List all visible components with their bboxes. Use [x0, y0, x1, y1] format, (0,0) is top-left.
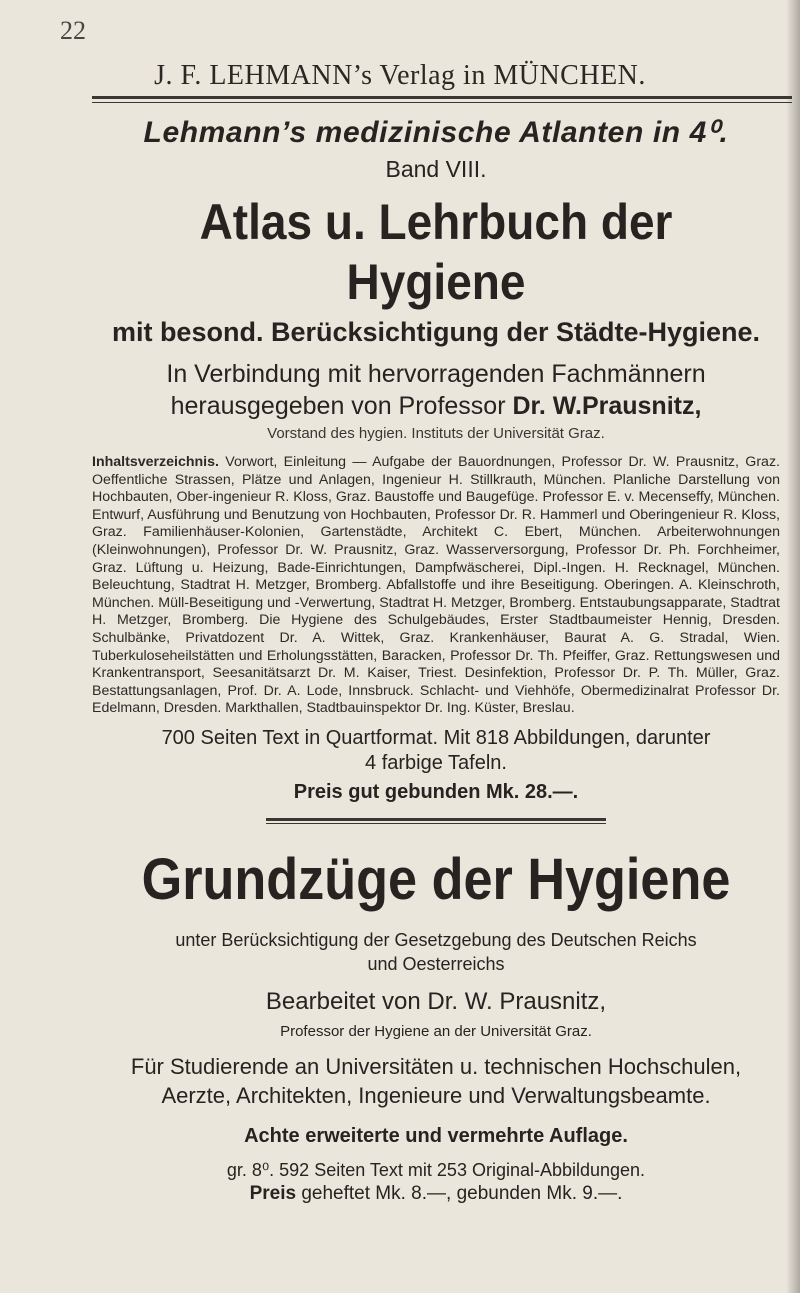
header-rule: [92, 96, 792, 99]
editor-line: [86, 390, 786, 422]
series-title: Lehmann’s medizinische Atlanten in 4⁰.: [143, 116, 729, 149]
book2-audience-line-1: Für Studierende an Universitäten u. technischen Hochschulen,: [130, 1053, 742, 1079]
book2-edition: Achte erweiterte und vermehrte Auflage.: [244, 1124, 628, 1147]
page-content: [86, 110, 786, 1206]
book2-title: Grundzüge der Hygiene: [141, 846, 731, 912]
editor-intro: In Verbindung mit hervorragenden Fachmännern: [166, 360, 706, 388]
book2-author-title: Professor der Hygiene an der Universität Graz.: [280, 1022, 592, 1040]
book1-subtitle: mit besond. Berücksichtigung der Städte-Hygiene.: [111, 317, 761, 347]
editor-affiliation: Vorstand des hygien. Instituts der Universität Graz.: [267, 425, 605, 442]
table-of-contents: [86, 454, 786, 718]
book2-price-label: Preis: [249, 1182, 297, 1204]
band-number: Band VIII.: [385, 156, 487, 182]
section-divider: [266, 818, 606, 821]
section-divider-thin: [266, 823, 606, 824]
running-head: J. F. LEHMANN’s Verlag in MÜNCHEN.: [154, 60, 646, 91]
book2-subtitle-line-1: unter Berücksichtigung der Gesetzgebung des Deutschen Reichs: [175, 929, 697, 950]
book1-spec-line-2: 4 farbige Tafeln.: [365, 751, 507, 774]
toc-label: Inhaltsverzeichnis.: [92, 454, 219, 470]
book2-author: Bearbeitet von Dr. W. Prausnitz,: [265, 987, 607, 1015]
book1-title: Atlas u. Lehrbuch der Hygiene: [199, 194, 673, 310]
book2-price-text: geheftet Mk. 8.—, gebunden Mk. 9.—.: [296, 1182, 623, 1204]
page-edge-shadow: [786, 0, 800, 1293]
book2-audience-line-2: Aerzte, Architekten, Ingenieure und Verwaltungsbeamte.: [161, 1082, 711, 1108]
book1-spec-line-1: 700 Seiten Text in Quartformat. Mit 818 Abbildungen, darunter: [161, 726, 711, 749]
editor-prefix: herausgegeben von Professor: [170, 392, 513, 420]
header-rule-thin: [92, 102, 792, 103]
editor-name: Dr. W.Prausnitz,: [512, 392, 702, 420]
page-number: 22: [60, 16, 86, 45]
book2-subtitle-line-2: und Oesterreichs: [367, 953, 505, 974]
toc-text: Vorwort, Einleitung — Aufgabe der Bauordnungen, Professor Dr. W. Prausnitz, Graz. Oeffentliche Strassen, Plätze und Anlagen, Ingenieur H. Stillkrauth, München. Planliche Darstellung von Hochbauten, Ober-ingenieur R. Kloss, Graz. Baustoffe und Baugefüge. Professor E. v. Mecenseffy, München. Entwurf, Ausführung und Benutzung von Hochbauten, Professor Dr. R. Hammerl und Oberingenieur R. Kloss, Graz. Familienhäuser-Kolonien, Gartenstädte, Architekt C. Ebert, München. Arbeiterwohnungen (Kleinwohnungen), Professor Dr. W. Prausnitz, Graz. Wasserversorgung, Professor Dr. Ph. Forchheimer, Graz. Lüftung u. Heizung, Bade-Einrichtungen, Dampfwäscherei, Dipl.-Ingen. H. Recknagel, München. Beleuchtung, Stadtrat H. Metzger, Bromberg. Abfallstoffe und ihre Beseitigung. Oberingen. A. Kleinschroth, München. Müll-Beseitigung und -Verwertung, Stadtrat H. Metzger, Bromberg. Entstaubungsapparate, Stadtrat H. Metzger, Bromberg. Die Hygiene des Schulgebäudes, Erster Stadtbaumeister Hennig, Dresden. Schulbänke, Privatdozent Dr. A. Wittek, Graz. Krankenhäuser, Baurat A. G. Stradal, Wien. Tuberkuloseheilstätten und Erholungsstätten, Baracken, Professor Dr. Th. Pfeiffer, Graz. Rettungswesen und Krankentransport, Seesanitätsarzt Dr. M. Kaiser, Triest. Desinfektion, Professor Dr. P. Th. Müller, Graz. Bestattungsanlagen, Prof. Dr. A. Lode, Innsbruck. Schlacht- und Viehhöfe, Obermedizinalrat Professor Dr. Edelmann, Dresden. Markthallen, Stadtbauinspektor Dr. Ing. Küster, Breslau.: [92, 454, 780, 717]
book2-format: gr. 8⁰. 592 Seiten Text mit 253 Original-Abbildungen.: [226, 1159, 646, 1180]
book1-price: Preis gut gebunden Mk. 28.—.: [293, 780, 579, 803]
book2-price: [86, 1182, 786, 1206]
